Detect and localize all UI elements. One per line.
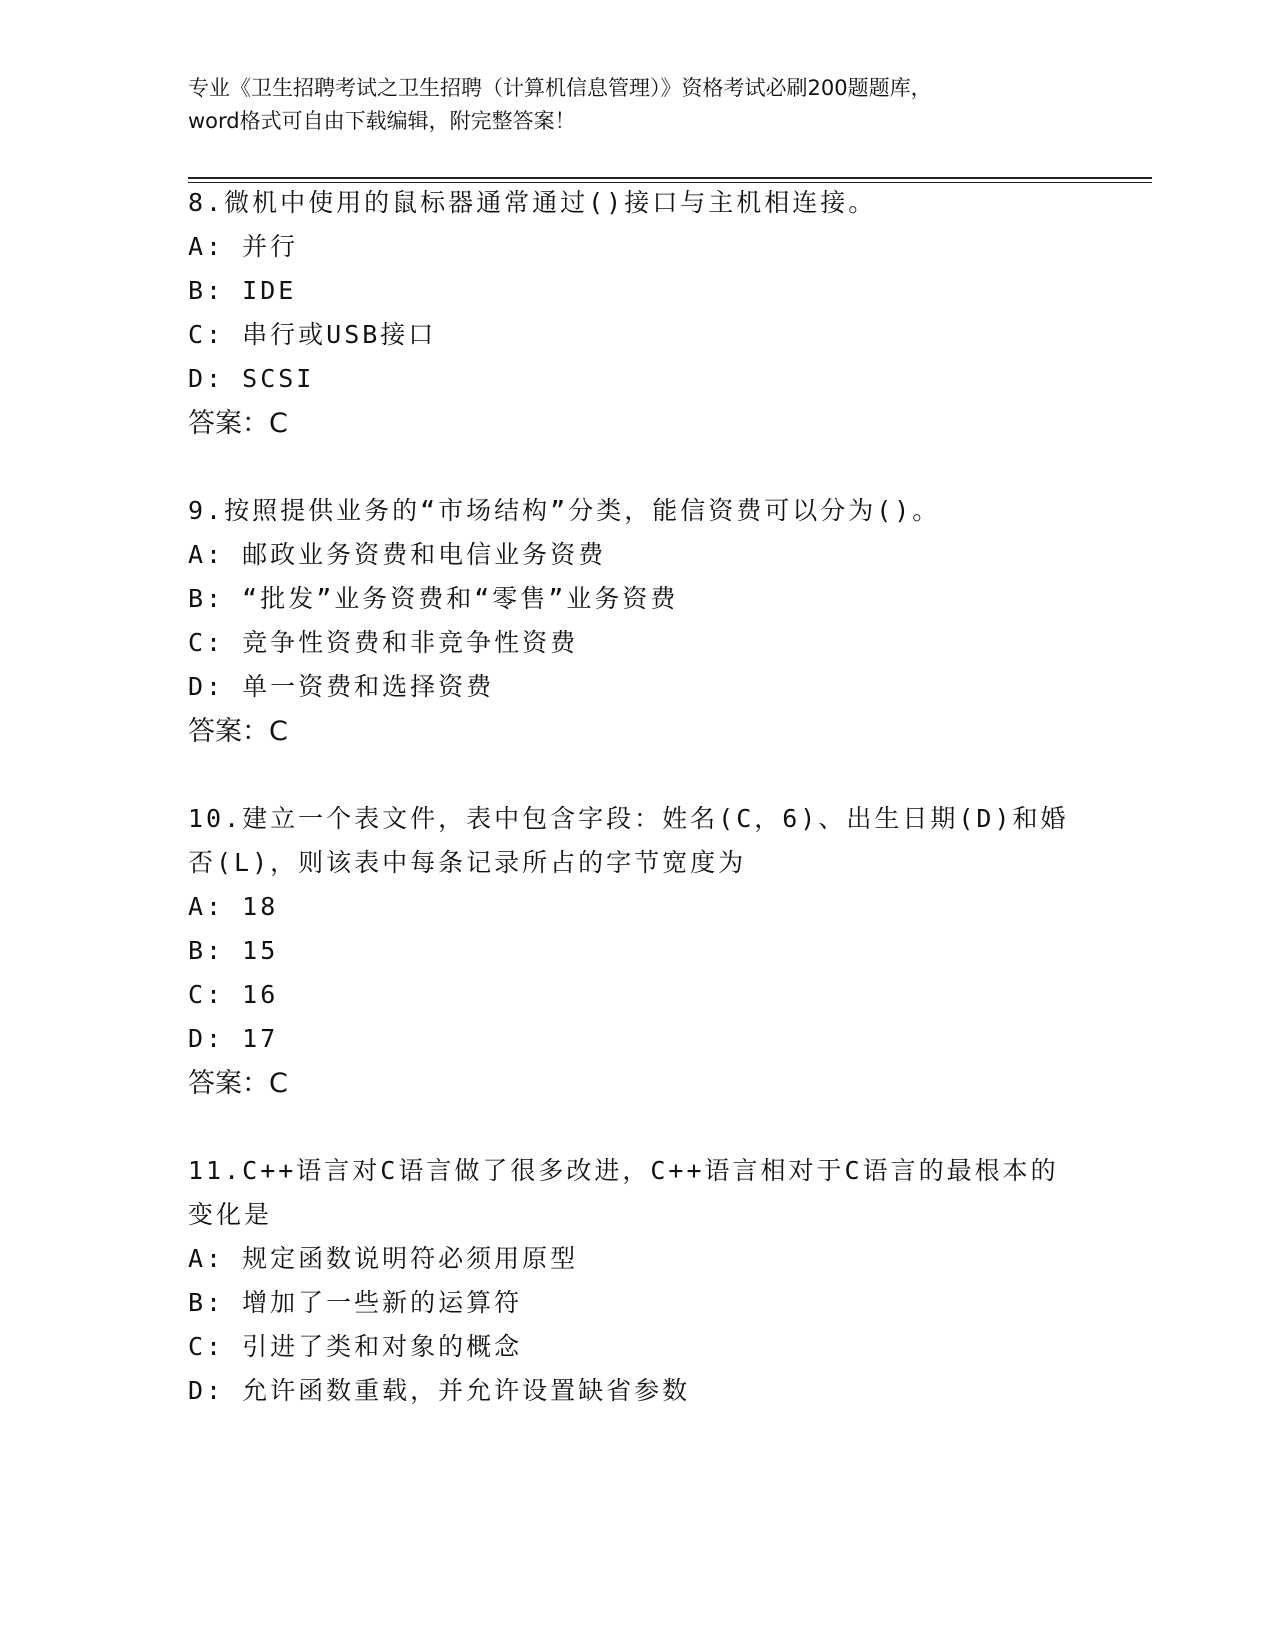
question-9-option-c: C: 竞争性资费和非竞争性资费 xyxy=(188,628,579,657)
question-8-option-c: C: 串行或USB接口 xyxy=(188,320,437,349)
question-9-option-a: A: 邮政业务资费和电信业务资费 xyxy=(188,540,607,569)
document-header xyxy=(188,72,1088,138)
question-8-stem: 8.微机中使用的鼠标器通常通过()接口与主机相连接。 xyxy=(188,188,877,217)
question-9-answer: 答案：C xyxy=(188,716,288,747)
question-8-option-a: A: 并行 xyxy=(188,232,299,261)
question-9-option-d: D: 单一资费和选择资费 xyxy=(188,672,495,701)
question-11-option-d: D: 允许函数重载，并允许设置缺省参数 xyxy=(188,1376,691,1405)
question-10-stem-line-1: 10.建立一个表文件，表中包含字段：姓名(C，6)、出生日期(D)和婚 xyxy=(188,804,1069,833)
question-9-stem: 9.按照提供业务的“市场结构”分类，能信资费可以分为()。 xyxy=(188,496,941,525)
question-8-option-d: D: SCSI xyxy=(188,364,315,393)
header-line-1: 专业《卫生招聘考试之卫生招聘（计算机信息管理）》资格考试必刷200题题库， xyxy=(188,76,932,100)
question-11-option-a: A: 规定函数说明符必须用原型 xyxy=(188,1244,579,1273)
question-10-option-d: D: 17 xyxy=(188,1024,279,1053)
question-10-stem-line-2: 否(L)，则该表中每条记录所占的字节宽度为 xyxy=(188,848,747,877)
question-10-option-b: B: 15 xyxy=(188,936,279,965)
header-line-2: word格式可自由下载编辑，附完整答案！ xyxy=(188,109,576,133)
question-11-stem-line-2: 变化是 xyxy=(188,1200,273,1229)
question-10-option-c: C: 16 xyxy=(188,980,279,1009)
question-9-option-b: B: “批发”业务资费和“零售”业务资费 xyxy=(188,584,679,613)
question-11-stem-line-1: 11.C++语言对C语言做了很多改进，C++语言相对于C语言的最根本的 xyxy=(188,1156,1059,1185)
question-11-option-c: C: 引进了类和对象的概念 xyxy=(188,1332,523,1361)
question-8-answer: 答案：C xyxy=(188,408,288,439)
question-10-answer: 答案：C xyxy=(188,1068,288,1099)
question-8-option-b: B: IDE xyxy=(188,276,297,305)
question-11-option-b: B: 增加了一些新的运算符 xyxy=(188,1288,523,1317)
question-10-option-a: A: 18 xyxy=(188,892,279,921)
header-divider xyxy=(188,177,1152,183)
